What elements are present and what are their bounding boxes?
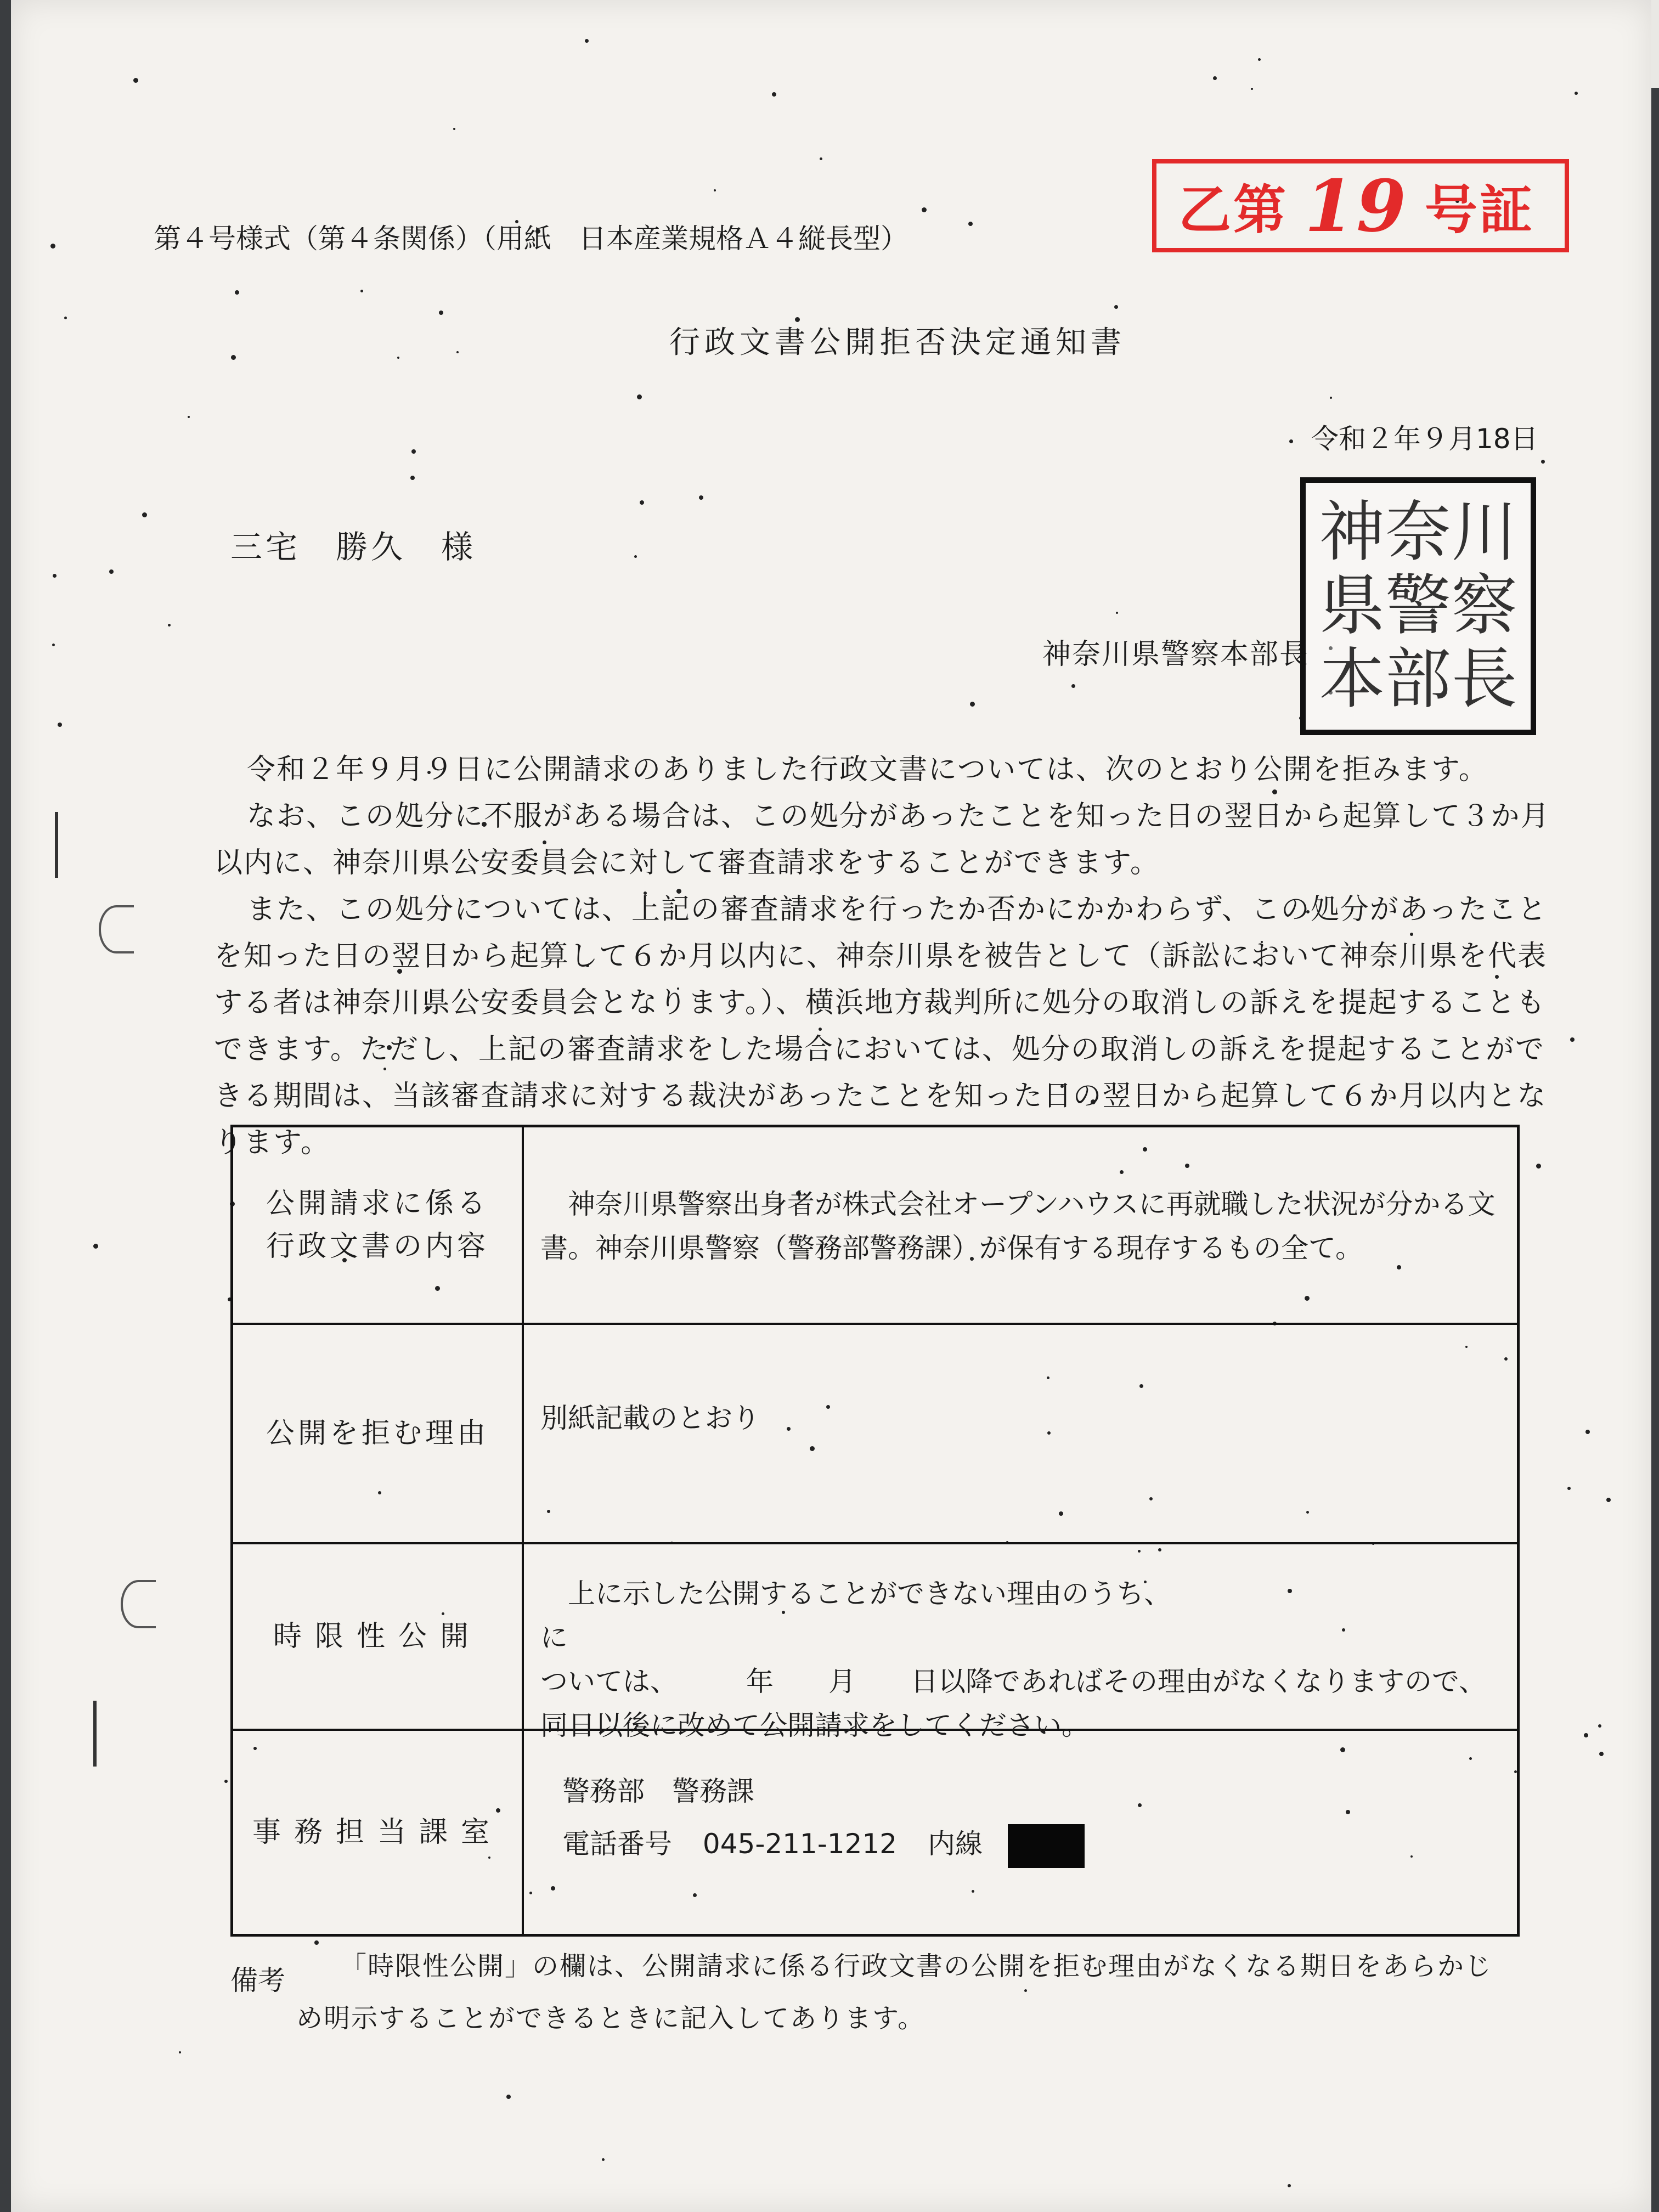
scan-speck [410, 476, 415, 480]
scan-speck [640, 500, 644, 505]
scan-speck [968, 222, 973, 226]
row-label [233, 1127, 524, 1323]
body-line: する者は神奈川県公安委員会となります。）、横浜地方裁判所に処分の取消しの訴えを提起することも [214, 986, 1546, 1019]
scan-speck [1330, 397, 1332, 399]
scan-speck [1071, 684, 1075, 688]
scan-speck [360, 290, 363, 292]
table-row [233, 1325, 1517, 1544]
scan-speck [922, 207, 927, 212]
binding-mark [55, 812, 58, 878]
scan-speck [820, 157, 822, 160]
scan-speck [1536, 1164, 1541, 1169]
scan-speck [411, 449, 416, 454]
scan-speck [1584, 1733, 1588, 1737]
scan-speck [602, 2158, 605, 2161]
body-line: を知った日の翌日から起算して６か月以内に、神奈川県を被告として（訴訟において神奈川県を代表 [214, 940, 1548, 973]
remarks-label: 備考 [230, 1965, 285, 1996]
scan-speck [1599, 1752, 1604, 1756]
table-row [233, 1731, 1517, 1934]
scan-speck [1495, 975, 1499, 979]
issue-date: 令和２年９月18日 [1311, 423, 1538, 455]
scan-speck [1541, 460, 1545, 464]
scan-speck [93, 1244, 98, 1249]
row-content [540, 1572, 1500, 1747]
scan-speck [133, 78, 138, 83]
stamp-prefix: 乙第 [1178, 178, 1288, 241]
body-line: ります。 [214, 1126, 330, 1159]
punch-hole [99, 905, 134, 953]
phone-label: 電話番号 [562, 1828, 672, 1860]
scan-speck [383, 1068, 386, 1070]
document-page [11, 0, 1651, 2212]
scan-speck [699, 495, 703, 500]
official-seal [1300, 477, 1536, 735]
row-label-text: 公開を拒む理由 [266, 1417, 489, 1450]
row-content [562, 1769, 1500, 1868]
scan-speck [1289, 439, 1293, 443]
punch-hole [121, 1580, 156, 1628]
scan-speck [1024, 1989, 1027, 1992]
scan-speck [1585, 1430, 1590, 1434]
scan-speck [1606, 1498, 1611, 1502]
body-line: 令和２年９月９日に公開請求のありました行政文書については、次のとおり公開を拒みます。 [247, 753, 1488, 786]
scan-speck [64, 317, 67, 319]
seal-char: 県 [1319, 568, 1385, 644]
row-content [540, 1182, 1500, 1270]
scan-speck [1567, 1487, 1571, 1490]
scan-speck [439, 311, 443, 315]
document-title: 行政文書公開拒否決定通知書 [669, 325, 1126, 360]
scan-speck [1114, 305, 1118, 309]
department-name: 警務部 警務課 [562, 1775, 754, 1807]
row-label-text: 公開請求に係る 行政文書の内容 [266, 1187, 489, 1263]
scan-speck [231, 355, 236, 360]
seal-char: 察 [1451, 568, 1517, 644]
scan-speck [314, 1940, 319, 1945]
scan-speck [453, 128, 455, 130]
content-line: 神奈川県警察出身者が株式会社オープンハウスに再就職した状況が分かる文 [540, 1188, 1496, 1220]
phone-line [562, 1822, 1500, 1868]
scan-speck [142, 512, 147, 517]
form-label: 第４号様式（第４条関係）（用紙 日本産業規格Ａ４縦長型） [154, 223, 908, 255]
scan-speck [58, 723, 62, 727]
seal-char: 警 [1385, 568, 1451, 644]
content-line: ついては、 年 月 日以降であればその理由がなくなりますので、 [540, 1666, 1486, 1697]
scan-speck [52, 644, 55, 646]
body-line: できます。ただし、上記の審査請求をした場合においては、処分の取消しの訴えを提起することがで [214, 1033, 1545, 1066]
row-label [233, 1325, 524, 1542]
seal-char: 本 [1319, 641, 1385, 718]
row-label-text: 事務担当課室 [252, 1816, 503, 1849]
scan-speck [109, 569, 114, 574]
scan-speck [634, 555, 637, 558]
scan-speck [772, 92, 776, 97]
extension-label: 内線 [928, 1828, 983, 1860]
body-line: また、この処分については、上記の審査請求を行ったか否かにかかわらず、この処分があったこと [247, 893, 1548, 926]
body-line: 以内に、神奈川県公安委員会に対して審査請求をすることができます。 [214, 847, 1160, 879]
stamp-number: 19 [1305, 163, 1408, 248]
remarks-line: 「時限性公開」の欄は、公開請求に係る行政文書の公開を拒む理由がなくなる期日をあらかじ [340, 1951, 1493, 1982]
scan-speck [235, 290, 239, 295]
scan-speck [397, 357, 399, 359]
scan-speck [1570, 1037, 1575, 1042]
scan-speck [1116, 612, 1118, 614]
phone-number: 045-211-1212 [702, 1828, 898, 1860]
scan-speck [970, 702, 975, 707]
seal-char: 長 [1451, 641, 1517, 718]
scan-speck [188, 416, 190, 418]
scan-speck [637, 394, 642, 399]
scan-speck [53, 574, 57, 578]
seal-char: 奈 [1385, 494, 1451, 571]
scan-speck [585, 39, 589, 43]
scan-speck [224, 1780, 228, 1783]
decision-table [230, 1125, 1520, 1937]
scan-speck [714, 189, 716, 191]
table-row [233, 1127, 1517, 1325]
content-line: 上に示した公開することができない理由のうち、 に [540, 1578, 1487, 1654]
scan-speck [168, 624, 171, 627]
scan-speck [50, 244, 55, 249]
seal-char: 部 [1385, 641, 1451, 718]
scan-speck [179, 2051, 181, 2053]
binding-mark [93, 1701, 97, 1767]
scan-speck [1575, 92, 1578, 95]
scan-speck [1251, 88, 1253, 90]
scan-speck [456, 351, 459, 353]
recipient-name: 三宅 勝久 様 [230, 528, 477, 566]
scan-speck [1258, 58, 1261, 61]
stamp-suffix: 号証 [1424, 178, 1534, 241]
redaction-box [1008, 1824, 1085, 1868]
row-content [540, 1396, 1500, 1440]
seal-char: 神 [1319, 494, 1385, 571]
content-line: 別紙記載のとおり [540, 1402, 760, 1434]
scan-speck [506, 2095, 511, 2099]
body-line: なお、この処分に不服がある場合は、この処分があったことを知った日の翌日から起算して３か月 [247, 800, 1550, 833]
content-line: 書。神奈川県警察（警務部警務課）が保有する現存するもの全て。 [540, 1232, 1363, 1264]
scan-speck [1213, 76, 1217, 80]
body-line: きる期間は、当該審査請求に対する裁決があったことを知った日の翌日から起算して６か月以内とな [214, 1080, 1547, 1113]
seal-char: 川 [1451, 494, 1517, 571]
table-row [233, 1544, 1517, 1741]
row-label-text: 時限性公開 [273, 1620, 482, 1653]
scan-speck [1288, 2184, 1291, 2187]
row-label [233, 1731, 524, 1934]
remarks-line: め明示することができるときに記入してあります。 [296, 2003, 926, 2034]
row-label [233, 1544, 524, 1729]
content-line: 同日以後に改めて公開請求をしてください。 [540, 1709, 1089, 1741]
exhibit-stamp [1152, 159, 1569, 252]
issuer-name: 神奈川県警察本部長 [1042, 638, 1310, 671]
scan-speck [1598, 1724, 1601, 1728]
